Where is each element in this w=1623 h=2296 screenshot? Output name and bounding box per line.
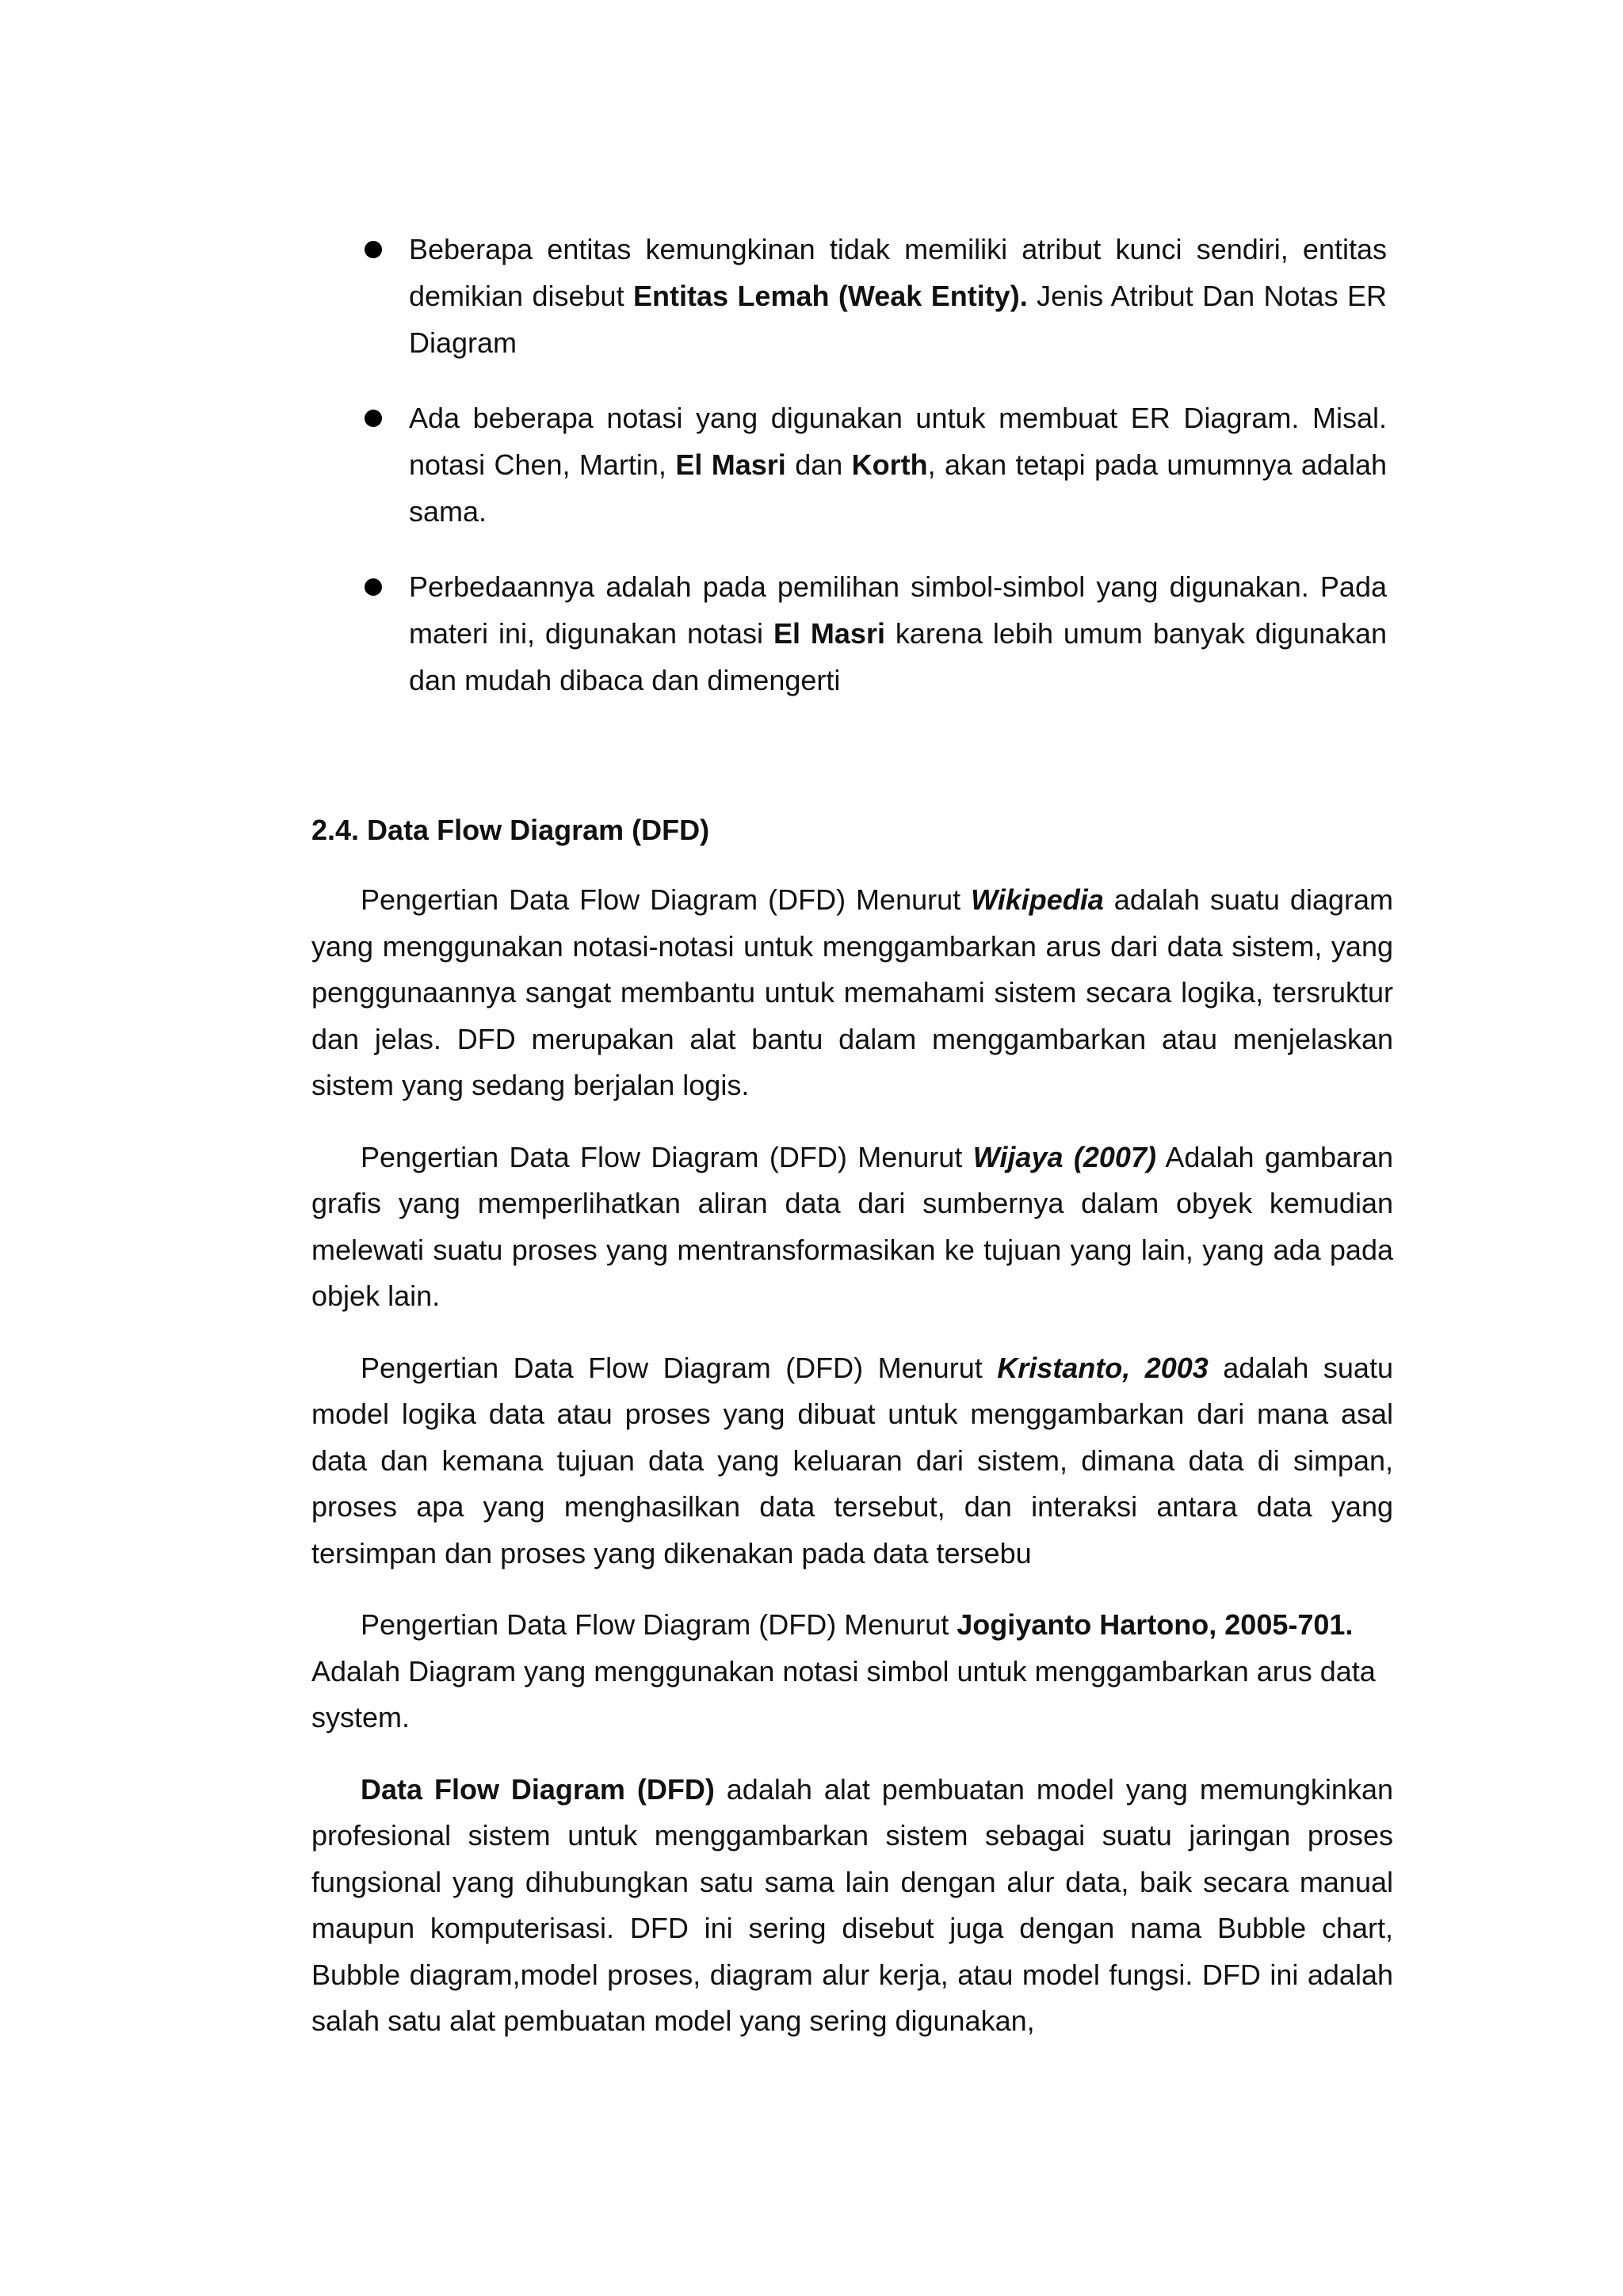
bullet-dot-icon — [365, 578, 382, 596]
body-text — [311, 877, 1393, 2070]
paragraph — [311, 877, 1393, 1109]
bullet-dot-icon — [365, 241, 382, 258]
paragraph-text: Pengertian Data Flow Diagram (DFD) Menurut — [361, 1608, 957, 1641]
bullet-bold-term: Entitas Lemah (Weak Entity). — [633, 280, 1028, 312]
bullet-dot-icon — [365, 410, 382, 427]
bullet-text: karena lebih umum banyak digunakan dan mudah dibaca dan dimengerti — [409, 617, 1387, 696]
section-heading: 2.4. Data Flow Diagram (DFD) — [311, 814, 710, 846]
paragraph — [311, 1602, 1393, 1741]
bullet-list — [357, 226, 1387, 732]
paragraph-text: adalah suatu model logika data atau proses yang dibuat untuk menggambarkan dari mana asal data dan kemana tujuan data yang keluaran dari sistem, dimana data di simpan, proses apa yang menghasilkan data tersebut, dan interaksi antara data yang tersimpan dan proses yang dikenakan pada data tersebu — [311, 1351, 1393, 1569]
paragraph-text: Adalah gambaran grafis yang memperlihatkan aliran data dari sumbernya dalam obyek kemudian melewati suatu proses yang mentransformasikan ke tujuan yang lain, yang ada pada objek lain. — [311, 1140, 1394, 1312]
bullet-item — [357, 395, 1387, 535]
bullet-text: dan — [785, 448, 852, 481]
paragraph-text: Adalah Diagram yang menggunakan notasi simbol untuk menggambarkan arus data system. — [311, 1654, 1376, 1733]
bullet-text: Beberapa entitas kemungkinan tidak memiliki atribut kunci sendiri, entitas demikian disebut — [409, 233, 1387, 312]
paragraph-text: Pengertian Data Flow Diagram (DFD) Menurut — [361, 883, 972, 916]
citation-source: Wikipedia — [971, 883, 1104, 916]
bullet-item — [357, 226, 1387, 366]
citation-source: Jogiyanto Hartono, 2005-701. — [957, 1608, 1354, 1641]
paragraph-text: Pengertian Data Flow Diagram (DFD) Menurut — [361, 1140, 973, 1173]
bullet-bold-term: El Masri — [773, 617, 885, 650]
citation-source: Kristanto, 2003 — [997, 1351, 1209, 1384]
bullet-text: , akan tetapi pada umumnya adalah sama. — [409, 448, 1387, 528]
paragraph-text: Pengertian Data Flow Diagram (DFD) Menurut — [361, 1351, 998, 1384]
bullet-bold-term: El Masri — [675, 448, 786, 481]
bullet-text: Jenis Atribut Dan Notas ER Diagram — [409, 280, 1387, 359]
bullet-text: Perbedaannya adalah pada pemilihan simbol-simbol yang digunakan. Pada materi ini, digunakan notasi — [409, 570, 1387, 650]
paragraph-text: adalah suatu diagram yang menggunakan notasi-notasi untuk menggambarkan arus dari data sistem, yang penggunaannya sangat membantu untuk memahami sistem secara logika, tersruktur dan jelas. DFD merupakan alat bantu dalam menggambarkan atau menjelaskan sistem yang sedang berjalan logis. — [311, 883, 1393, 1101]
bullet-text: Ada beberapa notasi yang digunakan untuk membuat ER Diagram. Misal. notasi Chen, Martin, — [409, 402, 1387, 481]
bullet-bold-term: Korth — [851, 448, 928, 481]
paragraph — [311, 1135, 1393, 1320]
bullet-item — [357, 563, 1387, 704]
defined-term: Data Flow Diagram (DFD) — [361, 1772, 715, 1806]
paragraph — [311, 1767, 1393, 2045]
citation-source: Wijaya (2007) — [972, 1140, 1156, 1173]
paragraph-text: adalah alat pembuatan model yang memungkinkan profesional sistem untuk menggambarkan sistem sebagai suatu jaringan proses fungsional yang dihubungkan satu sama lain dengan alur data, baik secara manual maupun komputerisasi. DFD ini sering disebut juga dengan nama Bubble chart, Bubble diagram,model proses, diagram alur kerja, atau model fungsi. DFD ini adalah salah satu alat pembuatan model yang sering digunakan, — [311, 1772, 1393, 2037]
paragraph — [311, 1345, 1393, 1577]
